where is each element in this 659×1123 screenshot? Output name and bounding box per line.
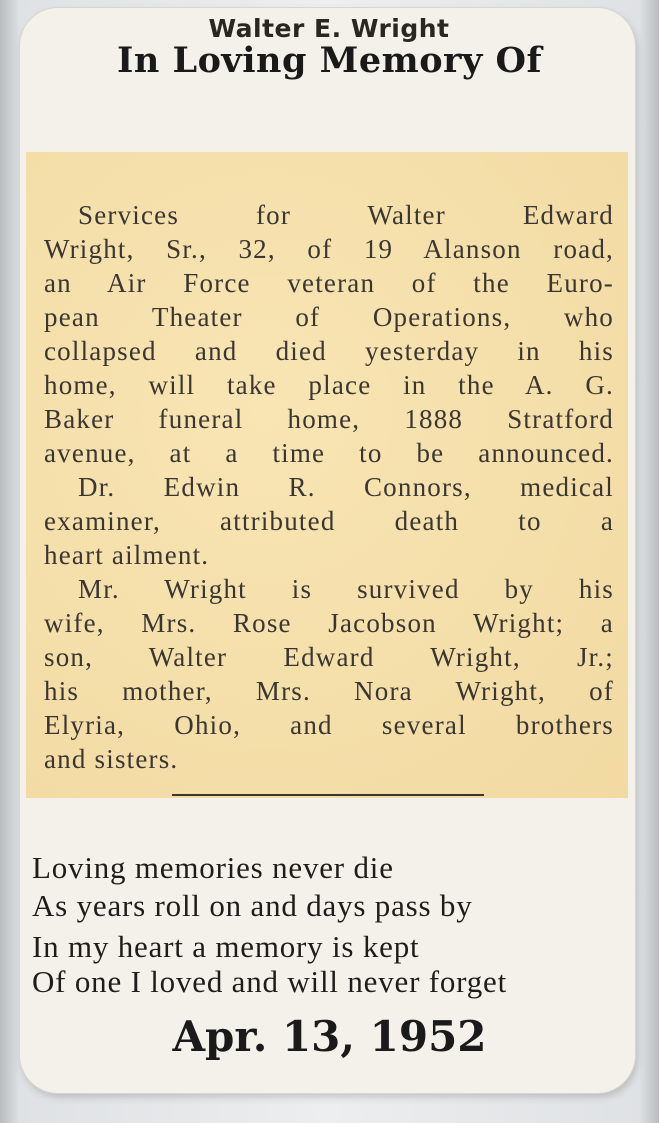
obituary-line: pean Theater of Operations, who [44,302,614,332]
obituary-line: Services for Walter Edward [78,200,614,230]
obituary-line: Mr. Wright is survived by his [78,574,614,604]
memorial-date: Apr. 13, 1952 [172,1012,487,1061]
verse-line: Loving memories never die [32,850,394,885]
obituary-line: Elyria, Ohio, and several brothers [44,710,614,740]
obituary-line: Baker funeral home, 1888 Stratford [44,404,614,434]
obituary-line: and sisters. [44,744,179,774]
obituary-line: home, will take place in the A. G. [44,370,614,400]
obituary-line: Dr. Edwin R. Connors, medical [78,472,614,502]
verse-line: In my heart a memory is kept [32,929,420,964]
obituary-line: wife, Mrs. Rose Jacobson Wright; a [44,608,614,638]
card-heading: In Loving Memory Of [116,40,543,81]
obituary-line: examiner, attributed death to a [44,506,614,536]
verse-line: As years roll on and days pass by [32,888,473,923]
clipping-divider [172,794,484,796]
clipping-title: Walter E. Wright [208,14,450,43]
obituary-line: an Air Force veteran of the Euro- [44,268,614,298]
obituary-line: son, Walter Edward Wright, Jr.; [44,642,614,672]
obituary-line: his mother, Mrs. Nora Wright, of [44,676,614,706]
verse-line: Of one I loved and will never forget [32,964,507,999]
obituary-line: collapsed and died yesterday in his [44,336,614,366]
obituary-line: heart ailment. [44,540,210,570]
obituary-line: avenue, at a time to be announced. [44,438,614,468]
obituary-line: Wright, Sr., 32, of 19 Alanson road, [44,234,614,264]
